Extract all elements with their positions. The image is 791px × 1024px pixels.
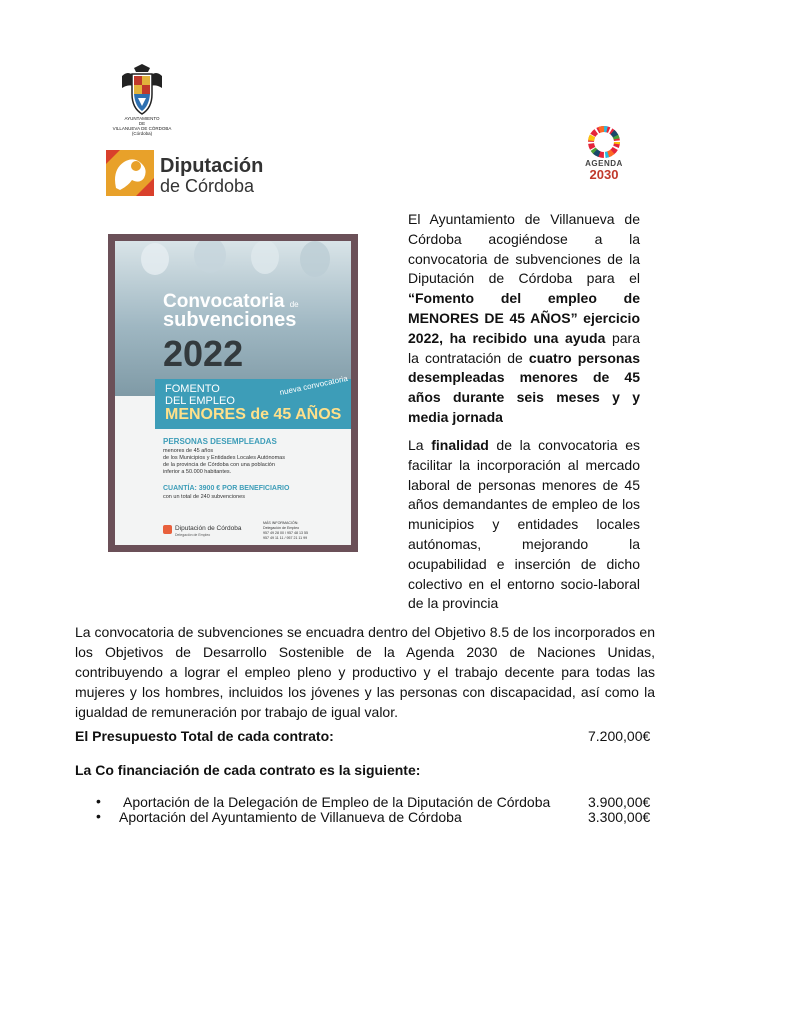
poster-logo-text: Diputación de Córdoba <box>175 525 242 532</box>
cofin-label: La Co financiación de cada contrato es la siguiente: <box>75 762 421 778</box>
poster-year: 2022 <box>163 333 244 374</box>
poster-personas-line: de los Municipios y Entidades Locales Autónomas <box>163 455 285 461</box>
poster-info-line: 957 49 28 00 / 957 48 13 55 <box>263 531 308 535</box>
poster-logo-subtext: Delegación de Empleo <box>175 533 211 537</box>
agenda-word: AGENDA <box>585 159 623 168</box>
poster-info-line: 957 49 11 11 / 957 21 11 99 <box>263 536 308 540</box>
objetivo-paragraph: La convocatoria de subvenciones se encuadra dentro del Objetivo 8.5 de los incorporados en los Objetivos de Desarrollo Sostenible de la Agenda 2030 de Naciones Unidas, contribuyendo a lograr el empleo pleno y productivo y el trabajo decente para todas las mujeres y los hombres, incluidos los jóvenes y las personas con discapacidad, así como la igualdad de remuneración por trabajo de igual valor. <box>75 624 655 720</box>
intro-bold-text-2: cuatro personas desempleadas menores de 45 años durante seis meses y y media jornada <box>408 349 640 425</box>
list-bullet: • <box>96 808 101 824</box>
intro-text-2: para la contratación de <box>408 329 640 366</box>
poster-photo-area <box>115 241 351 396</box>
cofin-item-amount: 3.900,00€ <box>588 794 651 810</box>
poster-total: con un total de 240 subvenciones <box>163 494 245 500</box>
poster-diputacion-logo-icon <box>163 525 172 534</box>
intro-bold-text: “Fomento del empleo de MENORES DE 45 AÑOS” ejercicio 2022, ha recibido una ayuda <box>408 290 640 346</box>
crest-text-line-4: (Córdoba) <box>131 131 153 136</box>
sdg-wheel-icon <box>588 126 620 158</box>
diputacion-logo <box>106 146 276 198</box>
diputacion-mark-icon <box>106 150 154 196</box>
poster-info-line: MÁS INFORMACIÓN: <box>263 521 299 525</box>
poster-info-line: Delegación de Empleo <box>263 526 300 530</box>
intro-paragraph <box>408 210 640 428</box>
poster-fomento-line2: DEL EMPLEO <box>165 395 235 407</box>
poster-personas-line: inferior a 50.000 habitantes. <box>163 469 232 475</box>
poster-fomento-line1: FOMENTO <box>165 383 220 395</box>
poster-nueva-convocatoria: nueva convocatoria <box>278 373 349 398</box>
crest-text-line-1: AYUNTAMIENTO <box>124 116 160 121</box>
poster-fomento-line3: MENORES de 45 AÑOS <box>165 406 342 423</box>
agenda-year: 2030 <box>589 167 619 182</box>
poster-content <box>115 241 351 545</box>
poster-fomento-band <box>155 373 351 429</box>
budget-value: 7.200,00€ <box>588 728 651 744</box>
crest-text-line-3: VILLANUEVA DE CÓRDOBA <box>112 126 172 131</box>
intro-text: El Ayuntamiento de Villanueva de Córdoba acogiéndose a la convocatoria de subvenciones de la Diputación de Córdoba para el <box>408 211 640 287</box>
cofin-item-text: Aportación del Ayuntamiento de Villanueva de Córdoba <box>119 809 462 825</box>
diputacion-logo-line1: Diputación <box>160 155 264 177</box>
finalidad-paragraph <box>408 436 640 614</box>
cofin-item-text: Aportación de la Delegación de Empleo de la Diputación de Córdoba <box>123 794 551 810</box>
ayuntamiento-crest <box>100 64 184 146</box>
finalidad-bold: finalidad <box>431 437 489 453</box>
finalidad-text: de la convocatoria es facilitar la incorporación al mercado laboral de personas menores de 45 años demandantes de empleo de los municipios y entidades locales autónomas, mejorando la ocupabilidad e inserción de dicho colectivo en el entorno socio-laboral de la provincia <box>408 437 640 612</box>
agenda-2030-logo <box>578 126 630 186</box>
poster-personas-line: de la provincia de Córdoba con una población <box>163 462 275 468</box>
poster-personas-title: PERSONAS DESEMPLEADAS <box>163 437 277 446</box>
cofin-item-amount: 3.300,00€ <box>588 809 651 825</box>
diputacion-logo-line2: de Córdoba <box>160 176 255 196</box>
poster-personas-line: menores de 45 años <box>163 448 214 454</box>
poster-title-line2: subvenciones <box>163 309 297 331</box>
convocatoria-poster <box>108 234 358 552</box>
budget-label: El Presupuesto Total de cada contrato: <box>75 728 334 744</box>
poster-title-suffix: de <box>289 300 299 309</box>
crest-text-line-2: DE <box>138 121 146 126</box>
coat-of-arms-icon <box>120 64 164 116</box>
list-bullet: • <box>96 793 101 809</box>
poster-cuantia: CUANTÍA: 3900 € POR BENEFICIARIO <box>163 485 290 492</box>
poster-title-word: Convocatoria <box>163 291 285 312</box>
finalidad-pre: La <box>408 437 432 453</box>
